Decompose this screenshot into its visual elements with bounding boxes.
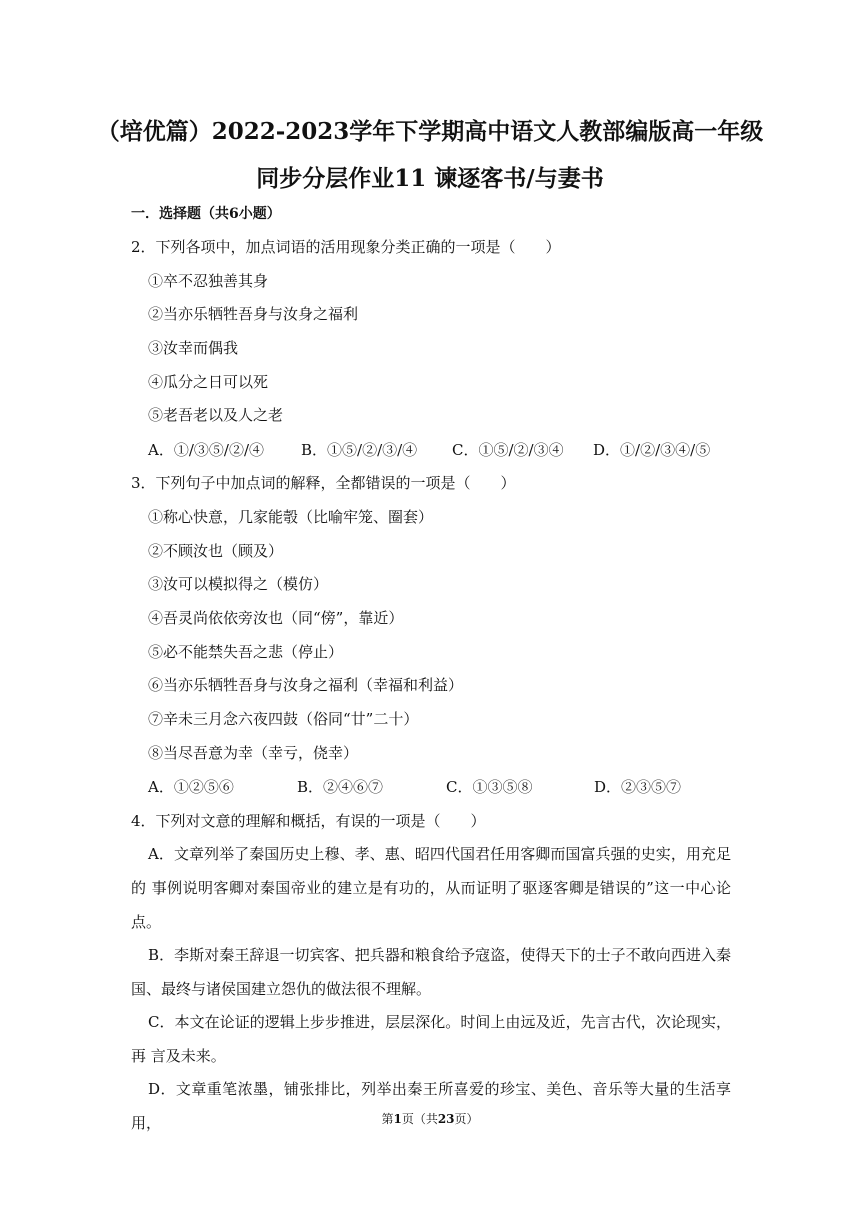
option-d: D．①/②/③④/⑤	[593, 441, 711, 459]
option-a: A．①②⑤⑥	[148, 778, 234, 796]
question-4-option-a: A．文章列举了秦国历史上穆、孝、惠、昭四代国君任用客卿而国富兵强的史实，用充足的 事例说明客卿对秦国帝业的建立是有功的，从而证明了驱逐客卿是错误的”这一中心论点。	[131, 845, 731, 931]
option-b: B．②④⑥⑦	[297, 778, 384, 796]
footer-page-number: 1	[393, 1112, 402, 1126]
option-a: A．①/③⑤/②/④	[148, 441, 264, 459]
option-c: C．①⑤/②/③④	[452, 441, 564, 459]
question-4-option-b: B．李斯对秦王辞退一切宾客、把兵器和粮食给予寇盗，使得天下的士子不敢向西进入秦国、最终与诸侯国建立怨仇的做法很不理解。	[131, 946, 731, 998]
option-b: B．①⑤/②/③/④	[301, 441, 418, 459]
question-2-item: ⑤老吾老以及人之老	[148, 406, 284, 424]
question-3-item: ②不顾汝也（顾及）	[148, 542, 284, 560]
question-3-item: ⑥当亦乐牺牲吾身与汝身之福利（幸福和利益）	[148, 676, 464, 694]
question-2-stem: 2．下列各项中，加点词语的活用现象分类正确的一项是（ ）	[131, 238, 561, 256]
question-3-item: ①称心快意，几家能彀（比喻牢笼、圈套）	[148, 508, 434, 526]
question-2-item: ②当亦乐牺牲吾身与汝身之福利	[148, 305, 359, 323]
question-3-item: ⑧当尽吾意为幸（幸亏，侥幸）	[148, 744, 359, 762]
footer-text: 第	[381, 1112, 394, 1126]
page-title-line-1: （培优篇）2022-2023学年下学期高中语文人教部编版高一年级	[96, 118, 764, 145]
question-4-stem: 4．下列对文意的理解和概括，有误的一项是（ ）	[131, 812, 486, 830]
question-4-option-c: C．本文在论证的逻辑上步步推进，层层深化。时间上由远及近，先言古代，次论现实，再 言及未来。	[131, 1013, 731, 1065]
question-2-item: ①卒不忍独善其身	[148, 272, 269, 290]
question-3-stem: 3．下列句子中加点词的解释，全都错误的一项是（ ）	[131, 474, 516, 492]
question-2-item: ④瓜分之日可以死	[148, 373, 269, 391]
question-3-item: ⑤必不能禁失吾之悲（停止）	[148, 643, 344, 661]
footer-text: 页（共	[401, 1112, 438, 1126]
question-3-item: ③汝可以模拟得之（模仿）	[148, 575, 329, 593]
section-heading: 一．选择题（共6小题）	[131, 206, 281, 222]
option-d: D．②③⑤⑦	[594, 778, 682, 796]
footer-text: 页）	[454, 1112, 479, 1126]
question-3-options	[148, 776, 681, 797]
page-footer	[0, 1110, 860, 1127]
option-c: C．①③⑤⑧	[446, 778, 533, 796]
page-title-line-2: 同步分层作业11 谏逐客书/与妻书	[256, 165, 604, 192]
question-4-option-d: D．文章重笔浓墨，铺张排比，列举出秦王所喜爱的珍宝、美色、音乐等大量的生活享用，	[131, 1080, 731, 1132]
footer-total-pages: 23	[437, 1112, 455, 1126]
question-3-item: ⑦辛未三月念六夜四鼓（俗同“廿”二十）	[148, 710, 419, 728]
question-2-options	[148, 439, 710, 460]
question-3-item: ④吾灵尚依依旁汝也（同“傍”，靠近）	[148, 609, 404, 627]
question-2-item: ③汝幸而偶我	[148, 339, 239, 357]
